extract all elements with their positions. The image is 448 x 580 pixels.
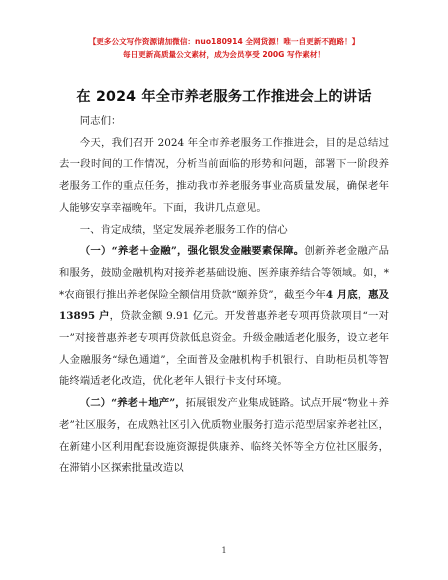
- page-number: 1: [221, 546, 227, 555]
- document-body: [59, 111, 389, 480]
- item-1-heading: （一）“养老＋金融”，强化银发金融要素保障。: [79, 245, 305, 258]
- item-1-bold-households: 惠及 13895 户: [59, 288, 389, 323]
- document-title: 在 2024 年全市养老服务工作推进会上的讲话: [76, 89, 372, 105]
- item-1-text-b: ，: [357, 288, 369, 301]
- greeting: 同志们：: [79, 115, 122, 127]
- item-1-text-c: ，贷款金额 9.91 亿元。开发普惠养老专项再贷款项目“一对一”对接普惠养老专项再贷款低息资金。升级金融适老化服务，设立老年人金融服务“绿色通道”，全面普及金融机构手机银行、自助柜员机等智能终端适老化改造，优化老年人银行卡支付环境。: [59, 310, 389, 388]
- item-1-paragraph: [59, 241, 389, 393]
- promo-banner-line-1: 【更多公文写作资源请加微信：nuo180914 全网货源！唯一自更新不跑路！】: [88, 37, 360, 46]
- promo-banner-line-2: 每日更新高质量公文素材，成为会员享受 200G 写作素材！: [122, 50, 326, 59]
- intro-paragraph: 今天，我们召开 2024 年全市养老服务工作推进会，目的是总结过去一段时间的工作情况，分析当前面临的形势和问题，部署下一阶段养老服务工作的重点任务，推动我市养老服务事业高质量发展，确保老年人能够安享幸福晚年。下面，我讲几点意见。: [59, 136, 389, 214]
- item-2-text: 拓展银发产业集成链路。试点开展“物业＋养老”社区服务，在成熟社区引入优质物业服务打造示范型居家养老社区，在新建小区利用配套设施资源提供康养、临终关怀等全方位社区服务，在滞销小区探索批量改造以: [59, 397, 390, 475]
- item-2-paragraph: [59, 393, 389, 480]
- item-1-bold-date: 4 月底: [325, 288, 358, 301]
- item-2-heading: （二）“养老＋地产”，: [79, 397, 186, 410]
- item-1-text-a: 创新养老金融产品和服务，鼓励金融机构对接养老基础设施、医养康养结合等领域。如，**农商银行推出养老保险全额信用贷款“颐养贷”，截至今年: [59, 245, 390, 301]
- section-1-heading: 一、肯定成绩，坚定发展养老服务工作的信心: [79, 223, 288, 236]
